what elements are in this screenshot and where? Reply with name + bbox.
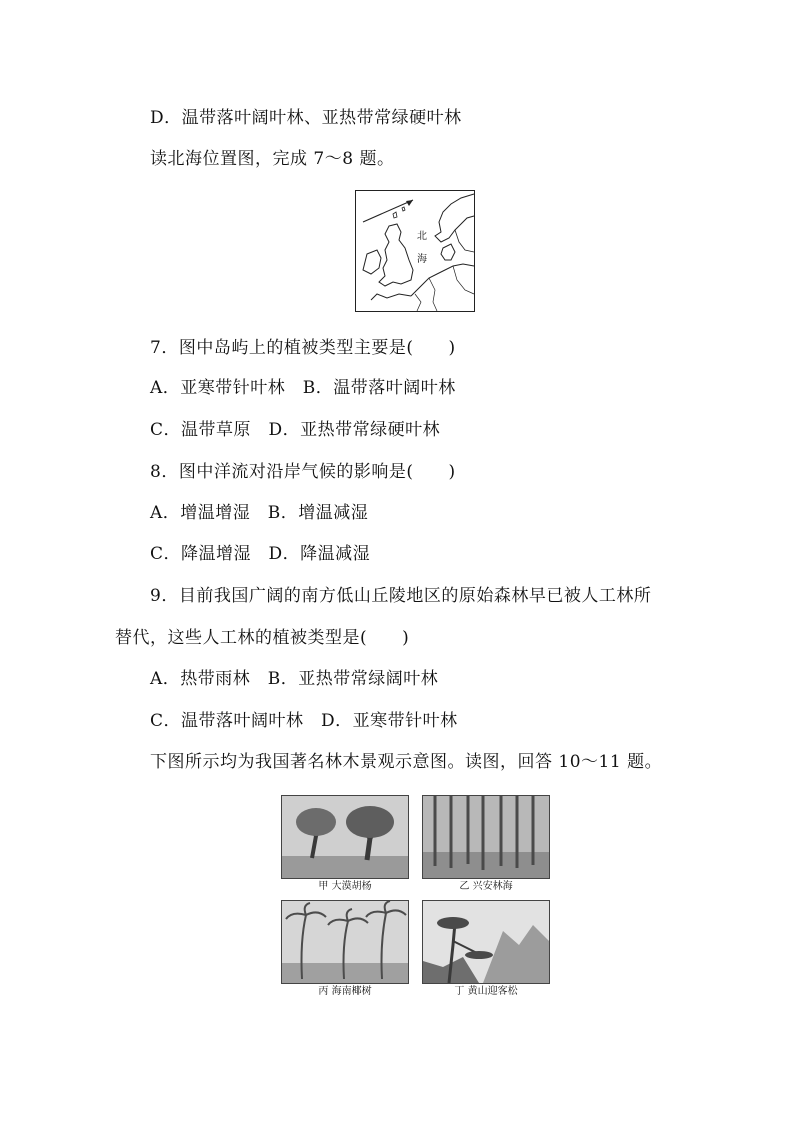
photo-xingan-forest <box>422 795 550 879</box>
north-sea-map-drawing <box>355 190 475 312</box>
photo-desert-poplar <box>281 795 409 879</box>
question-9-options-ab: A．热带雨林 B．亚热带常绿阔叶林 <box>150 669 439 689</box>
question-9-options-cd: C．温带落叶阔叶林 D．亚寒带针叶林 <box>150 711 458 731</box>
question-7-options-ab: A．亚寒带针叶林 B．温带落叶阔叶林 <box>150 378 456 398</box>
intro-questions-10-11: 下图所示均为我国著名林木景观示意图。读图，回答 10～11 题。 <box>150 752 663 772</box>
question-7-options-cd: C．温带草原 D．亚热带常绿硬叶林 <box>150 420 441 440</box>
caption-jia: 甲 大漠胡杨 <box>318 881 372 892</box>
map-label-bei: 北 <box>417 231 427 242</box>
question-8-options-cd: C．降温增湿 D．降温减湿 <box>150 544 371 564</box>
caption-bing: 丙 海南椰树 <box>318 986 372 997</box>
photo-huangshan-pine <box>422 900 550 984</box>
question-9-stem-line2: 替代，这些人工林的植被类型是( ) <box>115 628 410 648</box>
question-8-options-ab: A．增温增湿 B．增温减湿 <box>150 503 369 523</box>
intro-questions-7-8: 读北海位置图，完成 7～8 题。 <box>150 149 395 169</box>
question-7-stem: 7．图中岛屿上的植被类型主要是( ) <box>150 338 456 358</box>
photo-hainan-coconut <box>281 900 409 984</box>
previous-question-option-d: D．温带落叶阔叶林、亚热带常绿硬叶林 <box>150 108 462 128</box>
north-sea-map <box>355 190 475 312</box>
map-label-hai: 海 <box>417 254 427 265</box>
question-9-stem-line1: 9．目前我国广阔的南方低山丘陵地区的原始森林早已被人工林所 <box>150 586 652 606</box>
caption-ding: 丁 黄山迎客松 <box>454 986 518 997</box>
caption-yi: 乙 兴安林海 <box>459 881 513 892</box>
question-8-stem: 8．图中洋流对沿岸气候的影响是( ) <box>150 462 456 482</box>
